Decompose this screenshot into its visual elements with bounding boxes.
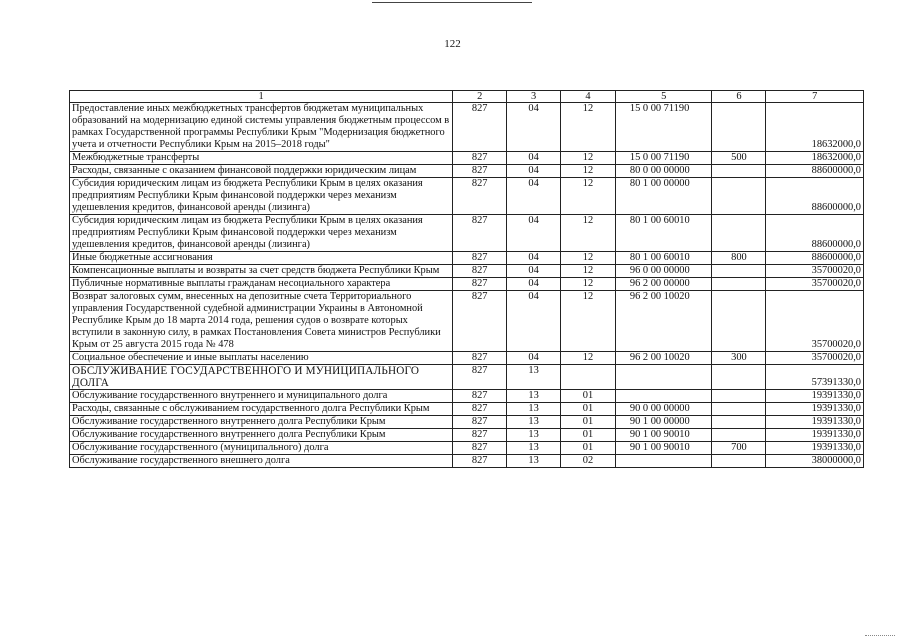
subsection-code: 01 <box>561 390 616 403</box>
expense-type-code <box>712 390 766 403</box>
row-description: Публичные нормативные выплаты гражданам несоциального характера <box>70 278 453 291</box>
row-description: Обслуживание государственного внешнего долга <box>70 455 453 468</box>
table-row <box>70 252 864 265</box>
column-header: 7 <box>766 91 864 103</box>
table-row <box>70 352 864 365</box>
expense-type-code: 500 <box>712 152 766 165</box>
subsection-code: 01 <box>561 416 616 429</box>
expense-type-code <box>712 103 766 152</box>
row-description: ОБСЛУЖИВАНИЕ ГОСУДАРСТВЕННОГО И МУНИЦИПАЛЬНОГО ДОЛГА <box>70 365 453 390</box>
target-article-code: 96 0 00 00000 <box>615 265 712 278</box>
subsection-code: 12 <box>561 215 616 252</box>
ministry-code: 827 <box>453 429 507 442</box>
section-code: 13 <box>507 429 561 442</box>
target-article-code: 90 1 00 90010 <box>615 442 712 455</box>
row-description: Компенсационные выплаты и возвраты за счет средств бюджета Республики Крым <box>70 265 453 278</box>
subsection-code: 12 <box>561 152 616 165</box>
amount-value: 38000000,0 <box>766 455 864 468</box>
section-code: 13 <box>507 365 561 390</box>
subsection-code <box>561 365 616 390</box>
amount-value: 35700020,0 <box>766 265 864 278</box>
section-code: 13 <box>507 390 561 403</box>
target-article-code <box>615 390 712 403</box>
table-row <box>70 103 864 152</box>
section-code: 04 <box>507 265 561 278</box>
target-article-code: 80 1 00 60010 <box>615 215 712 252</box>
section-code: 04 <box>507 352 561 365</box>
amount-value: 18632000,0 <box>766 103 864 152</box>
row-description: Иные бюджетные ассигнования <box>70 252 453 265</box>
expense-type-code <box>712 178 766 215</box>
amount-value: 19391330,0 <box>766 390 864 403</box>
section-code: 04 <box>507 165 561 178</box>
target-article-code: 80 0 00 00000 <box>615 165 712 178</box>
ministry-code: 827 <box>453 291 507 352</box>
subsection-code: 01 <box>561 429 616 442</box>
section-code: 04 <box>507 103 561 152</box>
subsection-code: 12 <box>561 165 616 178</box>
table-row <box>70 390 864 403</box>
row-description: Расходы, связанные с оказанием финансовой поддержки юридическим лицам <box>70 165 453 178</box>
subsection-code: 01 <box>561 442 616 455</box>
section-code: 04 <box>507 278 561 291</box>
expense-type-code <box>712 403 766 416</box>
section-code: 04 <box>507 291 561 352</box>
amount-value: 88600000,0 <box>766 252 864 265</box>
amount-value: 88600000,0 <box>766 178 864 215</box>
amount-value: 88600000,0 <box>766 215 864 252</box>
target-article-code: 90 1 00 00000 <box>615 416 712 429</box>
table-row <box>70 178 864 215</box>
column-header: 4 <box>561 91 616 103</box>
table-row <box>70 365 864 390</box>
row-description: Обслуживание государственного внутреннего долга Республики Крым <box>70 429 453 442</box>
subsection-code: 12 <box>561 178 616 215</box>
column-header: 5 <box>615 91 712 103</box>
ministry-code: 827 <box>453 442 507 455</box>
column-header: 3 <box>507 91 561 103</box>
table-row <box>70 165 864 178</box>
expense-type-code <box>712 416 766 429</box>
section-code: 04 <box>507 215 561 252</box>
expense-type-code <box>712 215 766 252</box>
expense-type-code: 700 <box>712 442 766 455</box>
expense-type-code <box>712 429 766 442</box>
table-row <box>70 265 864 278</box>
ministry-code: 827 <box>453 278 507 291</box>
target-article-code: 96 2 00 10020 <box>615 352 712 365</box>
row-description: Социальное обеспечение и иные выплаты населению <box>70 352 453 365</box>
target-article-code: 15 0 00 71190 <box>615 103 712 152</box>
section-code: 04 <box>507 252 561 265</box>
budget-table <box>69 90 864 468</box>
amount-value: 35700020,0 <box>766 278 864 291</box>
ministry-code: 827 <box>453 252 507 265</box>
amount-value: 88600000,0 <box>766 165 864 178</box>
section-code: 04 <box>507 178 561 215</box>
table-header-row <box>70 91 864 103</box>
subsection-code: 01 <box>561 403 616 416</box>
expense-type-code <box>712 455 766 468</box>
row-description: Субсидия юридическим лицам из бюджета Республики Крым в целях оказания предприятиям Республики Крым финансовой поддержки через механизм удешевления кредитов, финансовой аренды (лизинга) <box>70 215 453 252</box>
section-code: 04 <box>507 152 561 165</box>
subsection-code: 12 <box>561 278 616 291</box>
ministry-code: 827 <box>453 416 507 429</box>
ministry-code: 827 <box>453 178 507 215</box>
table-row <box>70 152 864 165</box>
table-row <box>70 442 864 455</box>
section-code: 13 <box>507 403 561 416</box>
target-article-code: 96 2 00 00000 <box>615 278 712 291</box>
expense-type-code <box>712 291 766 352</box>
row-description: Обслуживание государственного внутреннего долга Республики Крым <box>70 416 453 429</box>
target-article-code: 96 2 00 10020 <box>615 291 712 352</box>
ministry-code: 827 <box>453 152 507 165</box>
ministry-code: 827 <box>453 103 507 152</box>
expense-type-code <box>712 365 766 390</box>
row-description: Субсидия юридическим лицам из бюджета Республики Крым в целях оказания предприятиям Республики Крым финансовой поддержки через механизм удешевления кредитов, финансовой аренды (лизинга) <box>70 178 453 215</box>
ministry-code: 827 <box>453 455 507 468</box>
ministry-code: 827 <box>453 165 507 178</box>
table-row <box>70 215 864 252</box>
target-article-code <box>615 455 712 468</box>
subsection-code: 12 <box>561 265 616 278</box>
subsection-code: 12 <box>561 291 616 352</box>
table-row <box>70 403 864 416</box>
amount-value: 57391330,0 <box>766 365 864 390</box>
ministry-code: 827 <box>453 403 507 416</box>
column-header: 2 <box>453 91 507 103</box>
target-article-code: 15 0 00 71190 <box>615 152 712 165</box>
ministry-code: 827 <box>453 365 507 390</box>
expense-type-code: 300 <box>712 352 766 365</box>
target-article-code: 80 1 00 60010 <box>615 252 712 265</box>
column-header: 6 <box>712 91 766 103</box>
table-row <box>70 278 864 291</box>
ministry-code: 827 <box>453 390 507 403</box>
subsection-code: 12 <box>561 252 616 265</box>
subsection-code: 12 <box>561 103 616 152</box>
target-article-code <box>615 365 712 390</box>
expense-type-code <box>712 165 766 178</box>
column-header: 1 <box>70 91 453 103</box>
amount-value: 19391330,0 <box>766 403 864 416</box>
table-row <box>70 416 864 429</box>
amount-value: 18632000,0 <box>766 152 864 165</box>
amount-value: 19391330,0 <box>766 442 864 455</box>
target-article-code: 80 1 00 00000 <box>615 178 712 215</box>
section-code: 13 <box>507 442 561 455</box>
row-description: Межбюджетные трансферты <box>70 152 453 165</box>
section-code: 13 <box>507 416 561 429</box>
page-number: 122 <box>444 38 461 50</box>
corner-mark <box>865 635 895 636</box>
row-description: Обслуживание государственного (муниципального) долга <box>70 442 453 455</box>
row-description: Возврат залоговых сумм, внесенных на депозитные счета Территориального управления Государственной судебной администрации Украины в Автономной Республике Крым до 18 марта 2014 года, решения судов о возврате которых вступили в законную силу, в рамках Постановления Совета министров Республики Крым от 25 августа 2015 года № 478 <box>70 291 453 352</box>
expense-type-code: 800 <box>712 252 766 265</box>
table-row <box>70 291 864 352</box>
target-article-code: 90 0 00 00000 <box>615 403 712 416</box>
table-row <box>70 429 864 442</box>
section-code: 13 <box>507 455 561 468</box>
expense-type-code <box>712 265 766 278</box>
amount-value: 19391330,0 <box>766 429 864 442</box>
top-rule <box>372 2 532 3</box>
target-article-code: 90 1 00 90010 <box>615 429 712 442</box>
ministry-code: 827 <box>453 215 507 252</box>
amount-value: 19391330,0 <box>766 416 864 429</box>
row-description: Предоставление иных межбюджетных трансфертов бюджетам муниципальных образований на модернизацию единой системы управления бюджетным процессом в рамках Государственной программы Республики Крым "Модернизация бюджетного учета и отчетности Республики Крым на 2015–2018 годы" <box>70 103 453 152</box>
amount-value: 35700020,0 <box>766 291 864 352</box>
expense-type-code <box>712 278 766 291</box>
ministry-code: 827 <box>453 352 507 365</box>
amount-value: 35700020,0 <box>766 352 864 365</box>
row-description: Обслуживание государственного внутреннего и муниципального долга <box>70 390 453 403</box>
ministry-code: 827 <box>453 265 507 278</box>
table-row <box>70 455 864 468</box>
row-description: Расходы, связанные с обслуживанием государственного долга Республики Крым <box>70 403 453 416</box>
subsection-code: 02 <box>561 455 616 468</box>
table-body <box>70 103 864 468</box>
subsection-code: 12 <box>561 352 616 365</box>
